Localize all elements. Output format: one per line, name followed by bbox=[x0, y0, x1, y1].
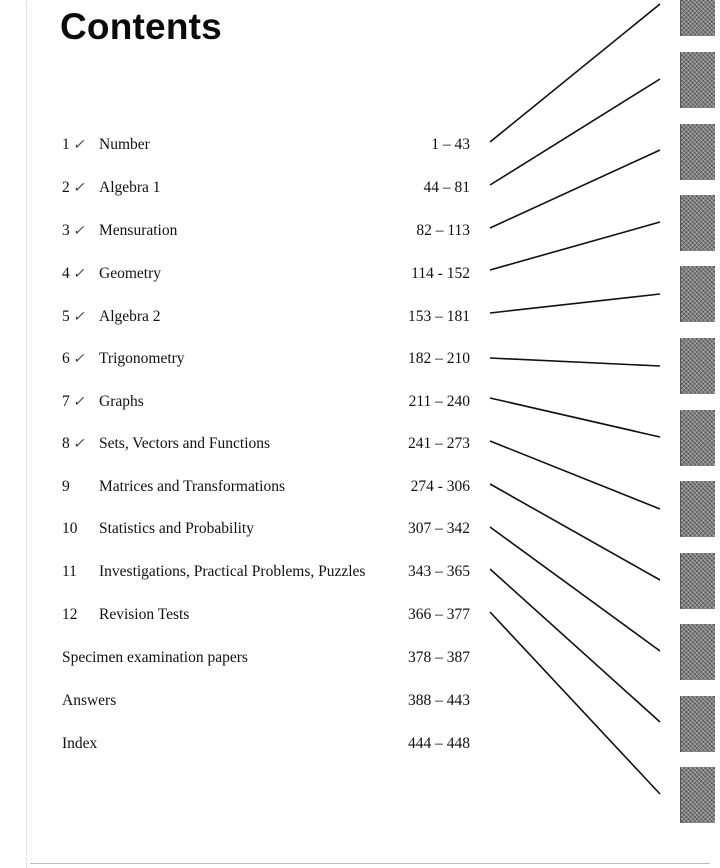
leader-line-1 bbox=[490, 4, 660, 142]
page-range: 307 – 342 bbox=[408, 520, 470, 537]
thumb-tab-12[interactable] bbox=[680, 767, 715, 823]
page-range: 343 – 365 bbox=[408, 563, 470, 580]
tick-mark-icon: ✓ bbox=[72, 352, 85, 367]
chapter-number: 2 ✓ bbox=[62, 176, 84, 201]
tick-mark-icon: ✓ bbox=[72, 138, 85, 153]
page-range: 241 – 273 bbox=[408, 435, 470, 452]
leader-line-12 bbox=[490, 612, 660, 794]
leader-line-5 bbox=[490, 294, 660, 313]
thumb-tab-1[interactable] bbox=[680, 0, 715, 36]
chapter-number: 5 ✓ bbox=[62, 305, 84, 330]
page-range: 153 – 181 bbox=[408, 308, 470, 325]
page-range: 1 – 43 bbox=[431, 136, 470, 153]
page-range: 211 – 240 bbox=[408, 393, 470, 410]
chapter-title: Mensuration bbox=[99, 222, 178, 239]
leader-line-2 bbox=[490, 79, 660, 185]
chapter-number: 9 bbox=[62, 478, 70, 495]
thumb-tab-8[interactable] bbox=[680, 481, 715, 537]
leader-line-11 bbox=[490, 569, 660, 722]
chapter-number: 11 bbox=[62, 563, 77, 580]
chapter-number: 7 ✓ bbox=[62, 390, 84, 415]
leader-line-4 bbox=[490, 222, 660, 270]
chapter-title: Algebra 1 bbox=[99, 179, 161, 196]
thumb-tab-6[interactable] bbox=[680, 338, 715, 394]
thumb-tab-9[interactable] bbox=[680, 553, 715, 609]
chapter-number: 8 ✓ bbox=[62, 432, 84, 457]
chapter-title: Statistics and Probability bbox=[99, 520, 254, 537]
chapter-number: 10 bbox=[62, 520, 78, 537]
thumb-tab-11[interactable] bbox=[680, 696, 715, 752]
thumb-tab-2[interactable] bbox=[680, 52, 715, 108]
page-range: 82 – 113 bbox=[416, 222, 470, 239]
page-edge-bottom bbox=[30, 863, 710, 864]
page-title: Contents bbox=[60, 6, 222, 47]
leader-line-7 bbox=[490, 398, 660, 437]
thumb-tab-10[interactable] bbox=[680, 624, 715, 680]
chapter-title: Geometry bbox=[99, 265, 161, 282]
leader-line-6 bbox=[490, 358, 660, 366]
chapter-title: Investigations, Practical Problems, Puzzles bbox=[99, 563, 366, 580]
page-range: 444 – 448 bbox=[408, 735, 470, 752]
chapter-title: Sets, Vectors and Functions bbox=[99, 435, 271, 452]
chapter-title: Number bbox=[99, 136, 150, 153]
chapter-title: Algebra 2 bbox=[99, 308, 161, 325]
page-range: 378 – 387 bbox=[408, 649, 470, 666]
tick-mark-icon: ✓ bbox=[72, 395, 85, 410]
tick-mark-icon: ✓ bbox=[72, 437, 85, 452]
tick-mark-icon: ✓ bbox=[72, 181, 85, 196]
tick-mark-icon: ✓ bbox=[72, 267, 85, 282]
chapter-title: Revision Tests bbox=[99, 606, 190, 623]
chapter-number: 6 ✓ bbox=[62, 347, 84, 372]
page-range: 44 – 81 bbox=[423, 179, 470, 196]
chapter-number: 4 ✓ bbox=[62, 262, 84, 287]
tick-mark-icon: ✓ bbox=[72, 310, 85, 325]
page-range: 366 – 377 bbox=[408, 606, 470, 623]
page-range: 388 – 443 bbox=[408, 692, 470, 709]
chapter-number: 3 ✓ bbox=[62, 219, 84, 244]
tick-mark-icon: ✓ bbox=[72, 224, 85, 239]
thumb-tab-4[interactable] bbox=[680, 195, 715, 251]
page-range: 274 - 306 bbox=[410, 478, 470, 495]
chapter-title: Graphs bbox=[99, 393, 144, 410]
chapter-title: Trigonometry bbox=[99, 350, 185, 367]
chapter-number: 12 bbox=[62, 606, 78, 623]
thumb-tab-7[interactable] bbox=[680, 410, 715, 466]
chapter-number: 1 ✓ bbox=[62, 133, 84, 158]
section-title: Specimen examination papers bbox=[62, 649, 248, 666]
leader-line-10 bbox=[490, 527, 660, 651]
leader-line-3 bbox=[490, 150, 660, 228]
section-title: Answers bbox=[62, 692, 117, 709]
page-range: 182 – 210 bbox=[408, 350, 470, 367]
section-title: Index bbox=[62, 735, 98, 752]
thumb-tab-5[interactable] bbox=[680, 266, 715, 322]
chapter-title: Matrices and Transformations bbox=[99, 478, 285, 495]
thumb-tab-3[interactable] bbox=[680, 124, 715, 180]
page-range: 114 - 152 bbox=[411, 265, 470, 282]
